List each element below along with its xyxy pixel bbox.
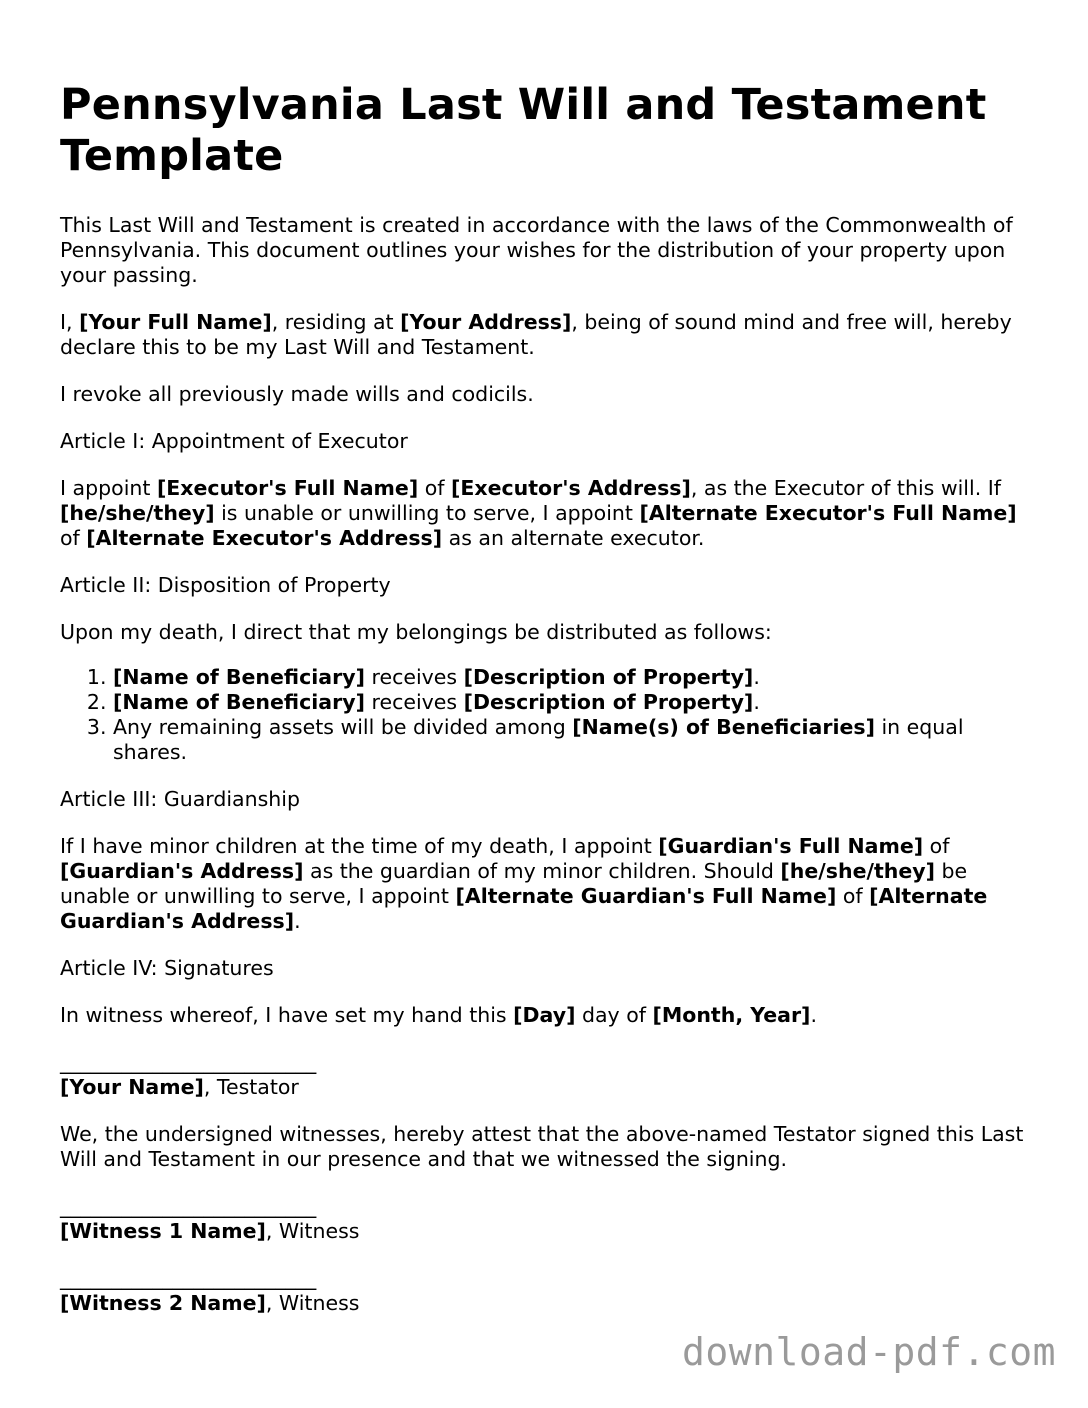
intro-paragraph: This Last Will and Testament is created in accordance with the laws of the Commonwealth of Pennsylvania. This document outlines your wishes for the distribution of your property upon your passing. — [60, 213, 1013, 287]
signature-line: _________________________ — [60, 1194, 317, 1218]
witness-1-label: [Witness 1 Name], Witness — [60, 1219, 360, 1243]
placeholder-witness-1-name: [Witness 1 Name] — [60, 1219, 266, 1243]
placeholder-address: [Your Address] — [400, 310, 572, 334]
placeholder-property: [Description of Property] — [463, 665, 754, 689]
list-item: 2. [Name of Beneficiary] receives [Description of Property]. — [113, 690, 1028, 715]
document-title: Pennsylvania Last Will and Testament Template — [60, 80, 987, 181]
placeholder-beneficiary: [Name of Beneficiary] — [113, 690, 365, 714]
article-1-paragraph: I appoint [Executor's Full Name] of [Executor's Address], as the Executor of this will. If [he/she/they] is unable or unwilling to serve, I appoint [Alternate Executor's Full Name] of [Alternate Executor's Address] as an alternate executor. — [60, 476, 1017, 550]
placeholder-alt-executor-name: [Alternate Executor's Full Name] — [639, 501, 1017, 525]
witness-2-signature-block — [60, 1266, 1028, 1316]
document-page — [60, 80, 1028, 1338]
distribution-list — [60, 665, 1028, 765]
witness-1-signature-block — [60, 1194, 1028, 1244]
revoke-paragraph: I revoke all previously made wills and codicils. — [60, 382, 534, 406]
placeholder-day: [Day] — [513, 1003, 576, 1027]
placeholder-guardian-address: [Guardian's Address] — [60, 859, 304, 883]
article-2-intro: Upon my death, I direct that my belongings be distributed as follows: — [60, 620, 772, 644]
placeholder-alt-guardian-address: [Alternate Guardian's Address] — [60, 884, 988, 933]
article-3-paragraph: If I have minor children at the time of my death, I appoint [Guardian's Full Name] of [Guardian's Address] as the guardian of my minor children. Should [he/she/they] be unable or unwilling to serve, I appoint [Alternate Guardian's Full Name] of [Alternate Guardian's Address]. — [60, 834, 988, 933]
signature-line: _________________________ — [60, 1266, 317, 1290]
placeholder-beneficiary: [Name of Beneficiary] — [113, 665, 365, 689]
attestation-paragraph: We, the undersigned witnesses, hereby attest that the above-named Testator signed this Last Will and Testament in our presence and that we witnessed the signing. — [60, 1122, 1024, 1171]
witness-2-label: [Witness 2 Name], Witness — [60, 1291, 360, 1315]
testator-signature-block — [60, 1050, 1028, 1100]
placeholder-beneficiaries: [Name(s) of Beneficiaries] — [572, 715, 875, 739]
article-3-heading: Article III: Guardianship — [60, 787, 300, 811]
placeholder-property: [Description of Property] — [463, 690, 754, 714]
testator-label: [Your Name], Testator — [60, 1075, 299, 1099]
placeholder-alt-executor-address: [Alternate Executor's Address] — [86, 526, 443, 550]
list-item: 1. [Name of Beneficiary] receives [Description of Property]. — [113, 665, 1028, 690]
placeholder-full-name: [Your Full Name] — [79, 310, 272, 334]
placeholder-executor-address: [Executor's Address] — [450, 476, 691, 500]
watermark: download-pdf.com — [681, 1330, 1056, 1374]
placeholder-witness-2-name: [Witness 2 Name] — [60, 1291, 266, 1315]
declaration-paragraph: I, [Your Full Name], residing at [Your Address], being of sound mind and free will, hereby declare this to be my Last Will and Testament. — [60, 310, 1012, 359]
placeholder-pronoun: [he/she/they] — [60, 501, 215, 525]
placeholder-testator-name: [Your Name] — [60, 1075, 204, 1099]
article-4-heading: Article IV: Signatures — [60, 956, 274, 980]
article-2-heading: Article II: Disposition of Property — [60, 573, 391, 597]
article-1-heading: Article I: Appointment of Executor — [60, 429, 408, 453]
placeholder-executor-name: [Executor's Full Name] — [156, 476, 419, 500]
placeholder-alt-guardian-name: [Alternate Guardian's Full Name] — [455, 884, 837, 908]
placeholder-pronoun: [he/she/they] — [780, 859, 935, 883]
article-4-paragraph: In witness whereof, I have set my hand this [Day] day of [Month, Year]. — [60, 1003, 817, 1027]
placeholder-guardian-name: [Guardian's Full Name] — [658, 834, 924, 858]
placeholder-month-year: [Month, Year] — [652, 1003, 811, 1027]
signature-line: _________________________ — [60, 1050, 317, 1074]
list-item: 3. Any remaining assets will be divided among [Name(s) of Beneficiaries] in equal shares. — [113, 715, 1028, 765]
